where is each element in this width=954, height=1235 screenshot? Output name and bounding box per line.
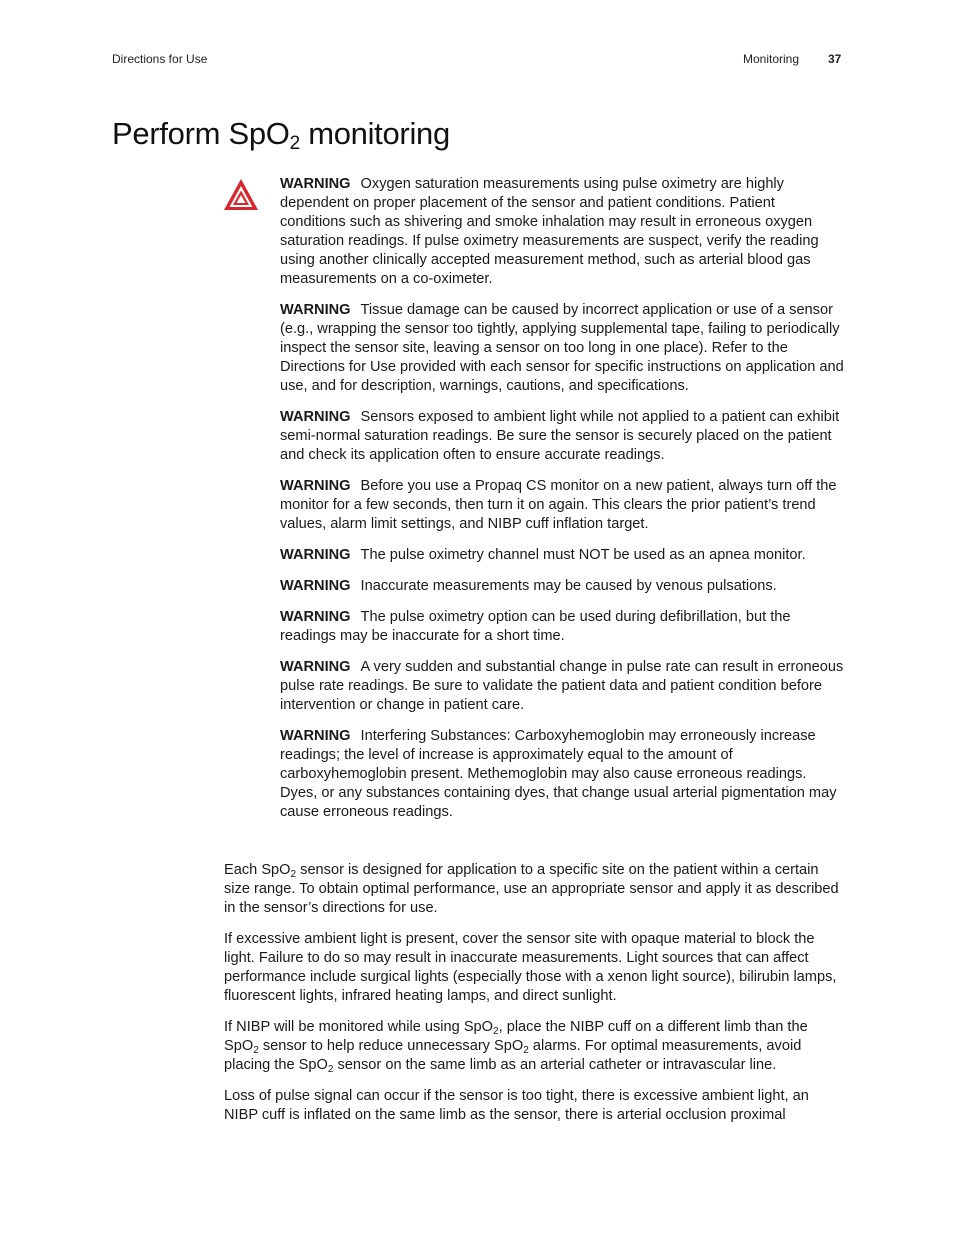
warning-text: Inaccurate measurements may be caused by venous pulsations. bbox=[360, 578, 777, 594]
warning-item bbox=[280, 301, 844, 396]
text-run: Each SpO bbox=[224, 862, 291, 878]
paragraph-ambient-light: If excessive ambient light is present, cover the sensor site with opaque material to block the light. Failure to do so may result in inaccurate measurements. Light sources that can affect performance include surgical lights (especially those with a xenon light source), bilirubin lamps, fluorescent lights, infrared heating lamps, and direct sunlight. bbox=[224, 931, 837, 1004]
warning-triangle-icon bbox=[223, 178, 259, 211]
paragraph-nibp bbox=[224, 1018, 844, 1075]
warning-text: Before you use a Propaq CS monitor on a new patient, always turn off the monitor for a few seconds, then turn it on again. This clears the prior patient’s trend values, alarm limit settings, and NIBP cuff inflation target. bbox=[280, 478, 837, 532]
subscript: 2 bbox=[523, 1045, 529, 1056]
warning-item bbox=[280, 658, 844, 715]
subscript: 2 bbox=[327, 1064, 334, 1075]
warning-label: WARNING bbox=[280, 547, 351, 563]
warning-text: The pulse oximetry option can be used during defibrillation, but the readings may be inaccurate for a short time. bbox=[280, 609, 791, 644]
text-run: , place the NIBP cuff on a different limb than the SpO bbox=[224, 1019, 808, 1054]
warning-item bbox=[280, 477, 844, 534]
warning-label: WARNING bbox=[280, 409, 351, 425]
warning-text: Interfering Substances: Carboxyhemoglobin may erroneously increase readings; the level of increase is approximately equal to the amount of carboxyhemoglobin present. Methemoglobin may also cause erroneous readings. Dyes, or any substances containing dyes, that change usual arterial pigmentation may cause erroneous readings. bbox=[280, 728, 837, 820]
warning-label: WARNING bbox=[280, 659, 351, 675]
text-run: alarms. For optimal measurements, avoid placing the SpO bbox=[224, 1038, 802, 1073]
warning-label: WARNING bbox=[280, 176, 351, 192]
text-run: sensor on the same limb as an arterial catheter or intravascular line. bbox=[333, 1057, 777, 1073]
paragraph-sensor-sites bbox=[224, 861, 844, 918]
warning-label: WARNING bbox=[280, 478, 351, 494]
title-text: Perform SpO bbox=[112, 116, 290, 151]
text-run: sensor is designed for application to a specific site on the patient within a certain size range. To obtain optimal performance, use an appropriate sensor and apply it as described in the sensor’s directions for use. bbox=[224, 862, 839, 916]
warning-item bbox=[280, 408, 844, 465]
warning-text: A very sudden and substantial change in pulse rate can result in erroneous pulse rate readings. Be sure to validate the patient data and patient condition before intervention or change in patient care. bbox=[280, 659, 844, 713]
subscript: 2 bbox=[253, 1045, 259, 1056]
title-text-suffix: monitoring bbox=[299, 116, 450, 151]
warning-item bbox=[280, 577, 844, 596]
warning-text: Sensors exposed to ambient light while not applied to a patient can exhibit semi-normal saturation readings. Be sure the sensor is securely placed on the patient and check its application often to ensure accurate readings. bbox=[280, 409, 840, 463]
paragraph-loss-of-signal: Loss of pulse signal can occur if the sensor is too tight, there is excessive ambient light, an NIBP cuff is inflated on the same limb as the sensor, there is arterial occlusion proximal bbox=[224, 1088, 809, 1123]
warning-text: Tissue damage can be caused by incorrect application or use of a sensor (e.g., wrapping the sensor too tightly, applying supplemental tape, failing to periodically inspect the sensor site, leaving a sensor on too long in one place). Refer to the Directions for Use provided with each sensor for specific instructions on application and use, and for description, warnings, cautions, and specifications. bbox=[280, 302, 844, 394]
title-subscript: 2 bbox=[289, 133, 300, 154]
warning-text: The pulse oximetry channel must NOT be used as an apnea monitor. bbox=[360, 547, 806, 563]
body-text bbox=[224, 861, 844, 1137]
running-header-title: Directions for Use bbox=[112, 52, 208, 66]
warning-item bbox=[280, 727, 844, 822]
warning-item bbox=[280, 546, 844, 565]
warning-label: WARNING bbox=[280, 578, 351, 594]
running-header-section: Monitoring bbox=[743, 52, 800, 66]
subscript: 2 bbox=[493, 1026, 499, 1037]
warning-item bbox=[280, 175, 844, 289]
warning-label: WARNING bbox=[280, 728, 351, 744]
text-run: sensor to help reduce unnecessary SpO bbox=[258, 1038, 524, 1054]
warnings-list bbox=[280, 175, 844, 834]
page-title bbox=[112, 116, 450, 155]
warning-label: WARNING bbox=[280, 609, 351, 625]
warning-text: Oxygen saturation measurements using pulse oximetry are highly dependent on proper placement of the sensor and patient conditions. Patient conditions such as shivering and smoke inhalation may result in erroneous oxygen saturation readings. If pulse oximetry measurements are suspect, verify the reading using another clinically accepted measurement method, such as arterial blood gas measurements on a co-oximeter. bbox=[280, 176, 819, 287]
subscript: 2 bbox=[290, 869, 297, 880]
text-run: If NIBP will be monitored while using SpO bbox=[224, 1019, 494, 1035]
page-number: 37 bbox=[828, 52, 842, 66]
warning-item bbox=[280, 608, 844, 646]
warning-label: WARNING bbox=[280, 302, 351, 318]
